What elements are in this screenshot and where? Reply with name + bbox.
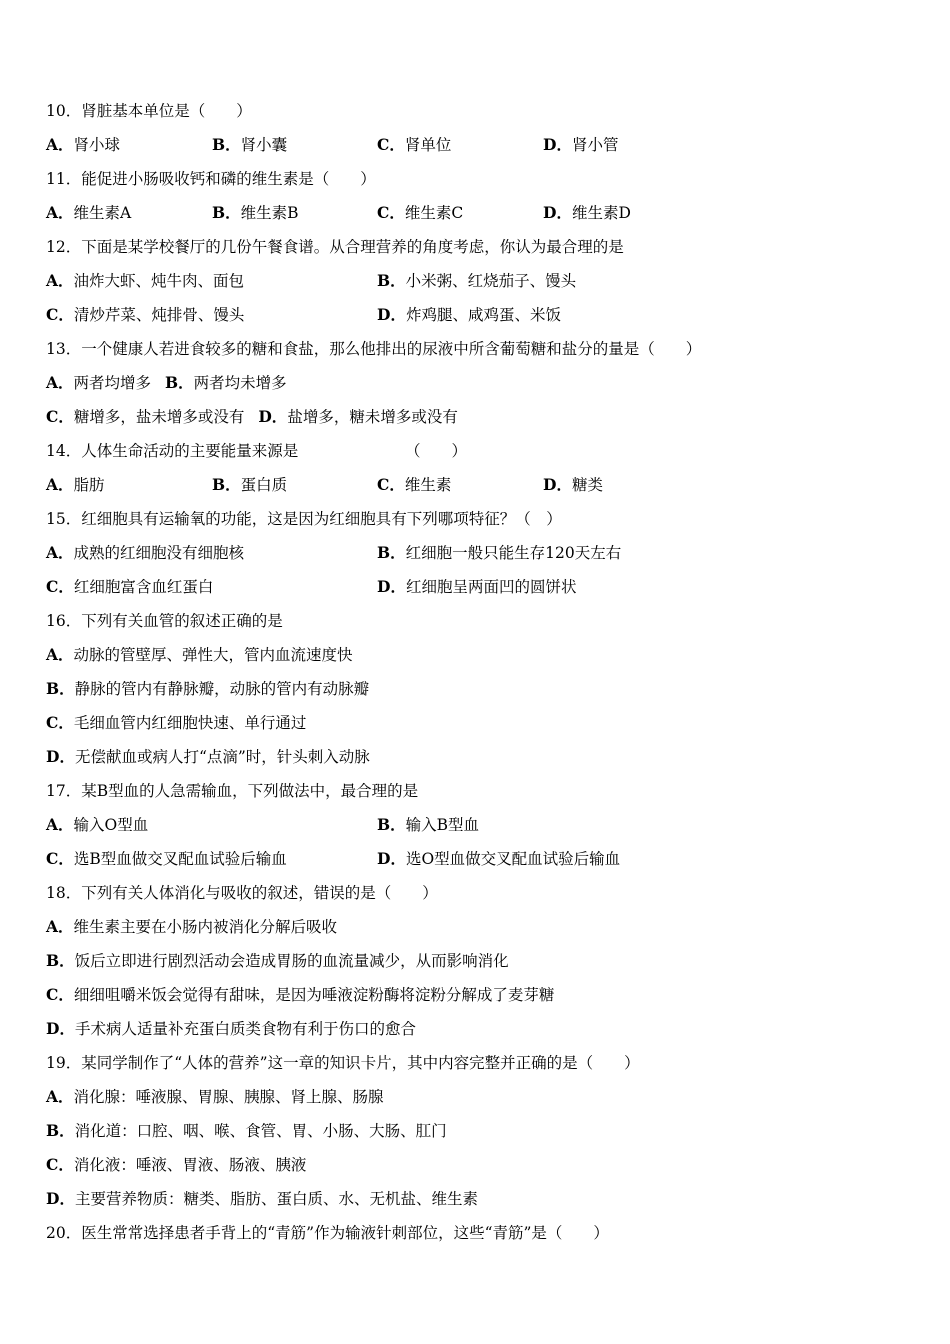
option-d-text: 盐增多，糖未增多或没有 [287,408,458,426]
question-19-stem: 19．某同学制作了“人体的营养”这一章的知识卡片，其中内容完整并正确的是（ ） [46,1054,640,1072]
question-18-option-c: C．细细咀嚼米饭会觉得有甜味，是因为唾液淀粉酶将淀粉分解成了麦芽糖 [46,985,555,1004]
question-13-options-row1 [46,366,287,400]
option-c: C．维生素 [377,475,452,494]
question-17-options-row2 [46,842,906,876]
option-a: A．肾小球 [46,135,121,154]
option-a: A．脂肪 [46,475,105,494]
question-16-option-c: C．毛细血管内红细胞快速、单行通过 [46,713,307,732]
question-18-option-a: A．维生素主要在小肠内被消化分解后吸收 [46,917,338,936]
option-a: A．成熟的红细胞没有细胞核 [46,543,245,562]
question-12-stem: 12．下面是某学校餐厅的几份午餐食谱。从合理营养的角度考虑，你认为最合理的是 [46,238,624,256]
question-10-stem: 10．肾脏基本单位是（ ） [46,102,252,120]
answer-paren: （ ） [405,442,468,460]
question-19-option-c: C．消化液：唾液、胃液、肠液、胰液 [46,1155,307,1174]
question-16-option-a: A．动脉的管壁厚、弹性大，管内血流速度快 [46,645,353,664]
question-12-options-row1 [46,264,906,298]
question-13-stem: 13．一个健康人若进食较多的糖和食盐，那么他排出的尿液中所含葡萄糖和盐分的量是（ ） [46,340,702,358]
option-b: B．输入B型血 [377,815,480,834]
question-19-option-d: D．主要营养物质：糖类、脂肪、蛋白质、水、无机盐、维生素 [46,1189,478,1208]
question-15-stem: 15．红细胞具有运输氧的功能，这是因为红细胞具有下列哪项特征？（ ） [46,510,562,528]
question-13-options-row2 [46,400,458,434]
option-c: C．选B型血做交叉配血试验后输血 [46,849,287,868]
option-c-letter: C． [46,407,74,426]
option-b: B．肾小囊 [212,135,288,154]
question-15-options-row1 [46,536,906,570]
option-a: A．油炸大虾、炖牛肉、面包 [46,271,245,290]
question-16-option-d: D．无偿献血或病人打“点滴”时，针头刺入动脉 [46,747,370,766]
question-20-stem: 20．医生常常选择患者手背上的“青筋”作为输液针刺部位，这些“青筋”是（ ） [46,1224,609,1242]
option-d: D．糖类 [543,475,603,494]
option-c: C．维生素C [377,203,464,222]
question-16-stem: 16．下列有关血管的叙述正确的是 [46,612,283,630]
question-12-options-row2 [46,298,906,332]
question-18-stem: 18．下列有关人体消化与吸收的叙述，错误的是（ ） [46,884,438,902]
option-d: D．维生素D [543,203,631,222]
option-c: C．红细胞富含血红蛋白 [46,577,214,596]
question-17-options-row1 [46,808,906,842]
question-14-options [46,468,906,502]
option-b: B．红细胞一般只能生存120天左右 [377,543,622,562]
option-b: B．小米粥、红烧茄子、馒头 [377,271,577,290]
question-15-options-row2 [46,570,906,604]
option-b: B．维生素B [212,203,299,222]
option-c: C．肾单位 [377,135,452,154]
option-c: C．清炒芹菜、炖排骨、馒头 [46,305,245,324]
option-a: A．维生素A [46,203,132,222]
question-19-option-b: B．消化道：口腔、咽、喉、食管、胃、小肠、大肠、肛门 [46,1121,447,1140]
option-a-text: 两者均增多 [73,374,152,392]
question-11-stem: 11．能促进小肠吸收钙和磷的维生素是（ ） [46,170,376,188]
question-18-option-b: B．饭后立即进行剧烈活动会造成胃肠的血流量减少，从而影响消化 [46,951,509,970]
question-18-option-d: D．手术病人适量补充蛋白质类食物有利于伤口的愈合 [46,1019,416,1038]
question-19-option-a: A．消化腺：唾液腺、胃腺、胰腺、肾上腺、肠腺 [46,1087,384,1106]
option-d: D．炸鸡腿、咸鸡蛋、米饭 [377,305,561,324]
option-b-text: 两者均未增多 [193,374,287,392]
option-d: D．红细胞呈两面凹的圆饼状 [377,577,577,596]
question-11-options [46,196,906,230]
option-d-letter: D． [258,407,288,426]
question-17-stem: 17．某B型血的人急需输血，下列做法中，最合理的是 [46,782,419,800]
question-14-stem: 14．人体生命活动的主要能量来源是 （ ） [46,434,906,468]
option-d: D．肾小管 [543,135,619,154]
question-16-option-b: B．静脉的管内有静脉瓣，动脉的管内有动脉瓣 [46,679,370,698]
option-d: D．选O型血做交叉配血试验后输血 [377,849,621,868]
option-b-letter: B． [165,373,194,392]
option-a: A．输入O型血 [46,815,149,834]
option-a-letter: A． [46,373,74,392]
question-10-options [46,128,906,162]
option-c-text: 糖增多，盐未增多或没有 [73,408,245,426]
option-b: B．蛋白质 [212,475,288,494]
